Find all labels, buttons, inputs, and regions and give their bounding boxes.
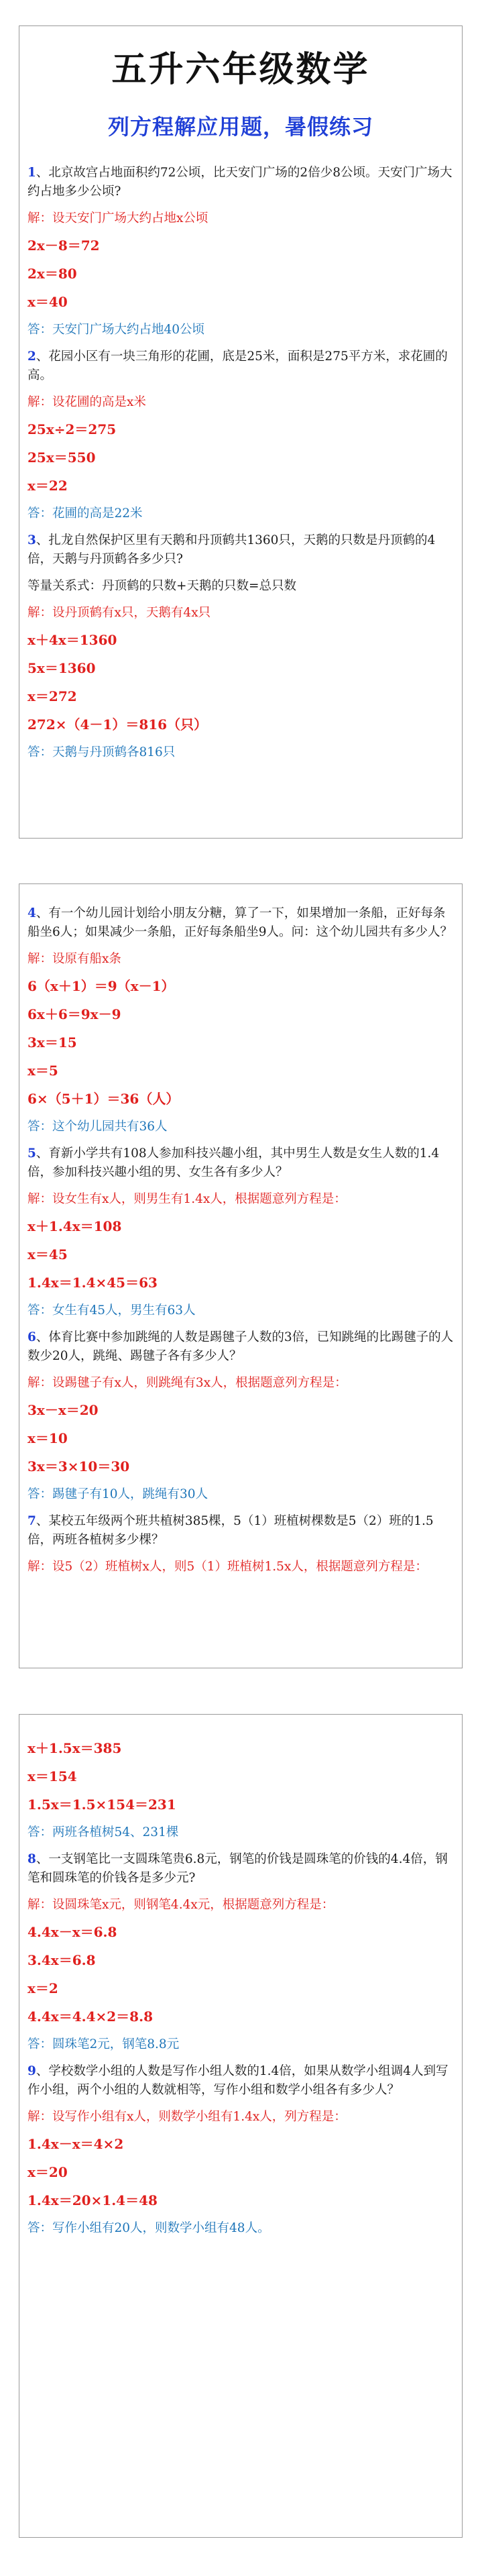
- solution-setup: 解：设天安门广场大约占地x公顷: [27, 211, 208, 225]
- answer-line: 答：花圃的高是22米: [27, 506, 143, 521]
- question-text: [27, 1144, 454, 1182]
- answer-line: 答：这个幼儿园共有36人: [27, 1120, 168, 1134]
- equation-line: x＋4x＝1360: [27, 632, 117, 648]
- question-number: 5: [27, 1146, 36, 1161]
- solution-setup: 解：设女生有x人，则男生有1.4x人，根据题意列方程是：: [27, 1192, 347, 1206]
- question-number: 8: [27, 1852, 36, 1866]
- relation-note: 等量关系式：丹顶鹤的只数+天鹅的只数=总只数: [27, 579, 297, 593]
- question-body: 、扎龙自然保护区里有天鹅和丹顶鹤共1360只，天鹅的只数是丹顶鹤的4倍，天鹅与丹顶鹤各多少只?: [27, 533, 436, 566]
- question-number: 9: [27, 2064, 36, 2078]
- solution-setup: 解：设原有船x条: [27, 952, 121, 966]
- question-text: [27, 164, 454, 201]
- worksheet-page-1: [19, 25, 463, 839]
- equation-line: 3x＝3×10＝30: [27, 1458, 130, 1474]
- question-body: 、育新小学共有108人参加科技兴趣小组，其中男生人数是女生人数的1.4倍，参加科技兴趣小组的男、女生各有多少人？: [27, 1146, 440, 1179]
- question-text: [27, 1328, 454, 1366]
- equation-line: 1.4x＝20×1.4＝48: [27, 2192, 158, 2208]
- solution-setup: 解：设圆珠笔x元，则钢笔4.4x元，根据题意列方程是：: [27, 1898, 335, 1912]
- question-body: 、北京故宫占地面积约72公顷，比天安门广场的2倍少8公顷。天安门广场大约占地多少公顷?: [27, 166, 453, 199]
- question-text: [27, 347, 454, 385]
- page-title: 五升六年级数学: [111, 50, 370, 90]
- question-number: 4: [27, 906, 36, 920]
- equation-line: 2x－8＝72: [27, 237, 100, 254]
- equation-line: x＋1.4x＝108: [27, 1218, 122, 1234]
- equation-line: 1.4x＝1.4×45＝63: [27, 1275, 158, 1291]
- question-number: 3: [27, 533, 36, 547]
- equation-line: 3x－x＝20: [27, 1402, 99, 1418]
- answer-line: 答：天安门广场大约占地40公顷: [27, 323, 205, 337]
- equation-line: 6×（5＋1）＝36（人）: [27, 1091, 180, 1107]
- question-text: [27, 531, 454, 569]
- equation-line: x＝272: [27, 688, 77, 704]
- equation-line: 25x＝550: [27, 449, 96, 466]
- answer-line: 答：圆珠笔2元，钢笔8.8元: [27, 2037, 180, 2051]
- question-body: 、有一个幼儿园计划给小朋友分糖，算了一下，如果增加一条船，正好每条船坐6人；如果减少一条船，正好每条船坐9人。问：这个幼儿园共有多少人？: [27, 906, 453, 939]
- solution-setup: 解：设写作小组有x人，则数学小组有1.4x人，列方程是：: [27, 2110, 347, 2124]
- question-body: 、体育比赛中参加跳绳的人数是踢毽子人数的3倍，已知跳绳的比踢毽子的人数少20人，跳绳、踢毽子各有多少人？: [27, 1330, 454, 1363]
- question-number: 1: [27, 166, 36, 180]
- question-body: 、花园小区有一块三角形的花圃，底是25米，面积是275平方米，求花圃的高。: [27, 350, 448, 382]
- equation-line: 4.4x＝4.4×2＝8.8: [27, 2008, 153, 2025]
- equation-line: x＝154: [27, 1768, 77, 1784]
- answer-line: 答：女生有45人，男生有63人: [27, 1303, 196, 1318]
- solution-setup: 解：设花圃的高是x米: [27, 395, 146, 409]
- equation-line: 25x÷2＝275: [27, 421, 117, 437]
- question-text: [27, 2062, 454, 2100]
- question-body: 、某校五年级两个班共植树385棵，5（1）班植树棵数是5（2）班的1.5倍，两班各植树多少棵？: [27, 1514, 434, 1547]
- question-number: 2: [27, 350, 36, 364]
- solution-setup: 解：设丹顶鹤有x只，天鹅有4x只: [27, 606, 211, 620]
- equation-line: x＝2: [27, 1980, 58, 1996]
- equation-line: x＝10: [27, 1430, 68, 1446]
- equation-line: 5x＝1360: [27, 660, 96, 676]
- answer-line: 答：两班各植树54、231棵: [27, 1825, 179, 1839]
- solution-setup: 解：设5（2）班植树x人，则5（1）班植树1.5x人，根据题意列方程是：: [27, 1560, 428, 1574]
- equation-line: x＝5: [27, 1063, 58, 1079]
- equation-line: 3x＝15: [27, 1034, 77, 1051]
- equation-line: 6（x＋1）＝9（x－1）: [27, 978, 175, 994]
- worksheet-page-2: [19, 883, 463, 1668]
- page-content: [27, 26, 454, 770]
- page-subtitle: 列方程解应用题，暑假练习: [107, 114, 373, 140]
- equation-line: x＝22: [27, 478, 68, 494]
- solution-setup: 解：设踢毽子有x人，则跳绳有3x人，根据题意列方程是：: [27, 1376, 347, 1390]
- answer-line: 答：天鹅与丹顶鹤各816只: [27, 745, 176, 759]
- question-body: 、学校数学小组的人数是写作小组人数的1.4倍，如果从数学小组调4人到写作小组，两个小组的人数就相等，写作小组和数学小组各有多少人？: [27, 2064, 448, 2097]
- answer-line: 答：踢毽子有10人，跳绳有30人: [27, 1487, 208, 1501]
- page-content: [27, 1739, 454, 2246]
- question-text: [27, 1850, 454, 1888]
- equation-line: x＝20: [27, 2164, 68, 2180]
- question-body: 、一支钢笔比一支圆珠笔贵6.8元，钢笔的价钱是圆珠笔的价钱的4.4倍，钢笔和圆珠笔的价钱各是多少元?: [27, 1852, 448, 1885]
- equation-line: x＝40: [27, 294, 68, 310]
- equation-line: 6x＋6＝9x－9: [27, 1006, 121, 1022]
- question-text: [27, 1512, 454, 1550]
- equation-line: 2x＝80: [27, 266, 77, 282]
- equation-line: 1.5x＝1.5×154＝231: [27, 1796, 176, 1813]
- question-number: 7: [27, 1514, 36, 1528]
- question-number: 6: [27, 1330, 36, 1344]
- page-content: [27, 904, 454, 1585]
- equation-line: 272×（4－1）＝816（只）: [27, 716, 208, 733]
- equation-line: 1.4x－x＝4×2: [27, 2136, 124, 2152]
- equation-line: x＝45: [27, 1246, 68, 1263]
- answer-line: 答：写作小组有20人，则数学小组有48人。: [27, 2221, 270, 2235]
- question-text: [27, 904, 454, 942]
- worksheet-page-3: [19, 1714, 463, 2538]
- equation-line: 3.4x＝6.8: [27, 1952, 96, 1968]
- equation-line: 4.4x－x＝6.8: [27, 1924, 117, 1940]
- equation-line: x＋1.5x＝385: [27, 1740, 122, 1756]
